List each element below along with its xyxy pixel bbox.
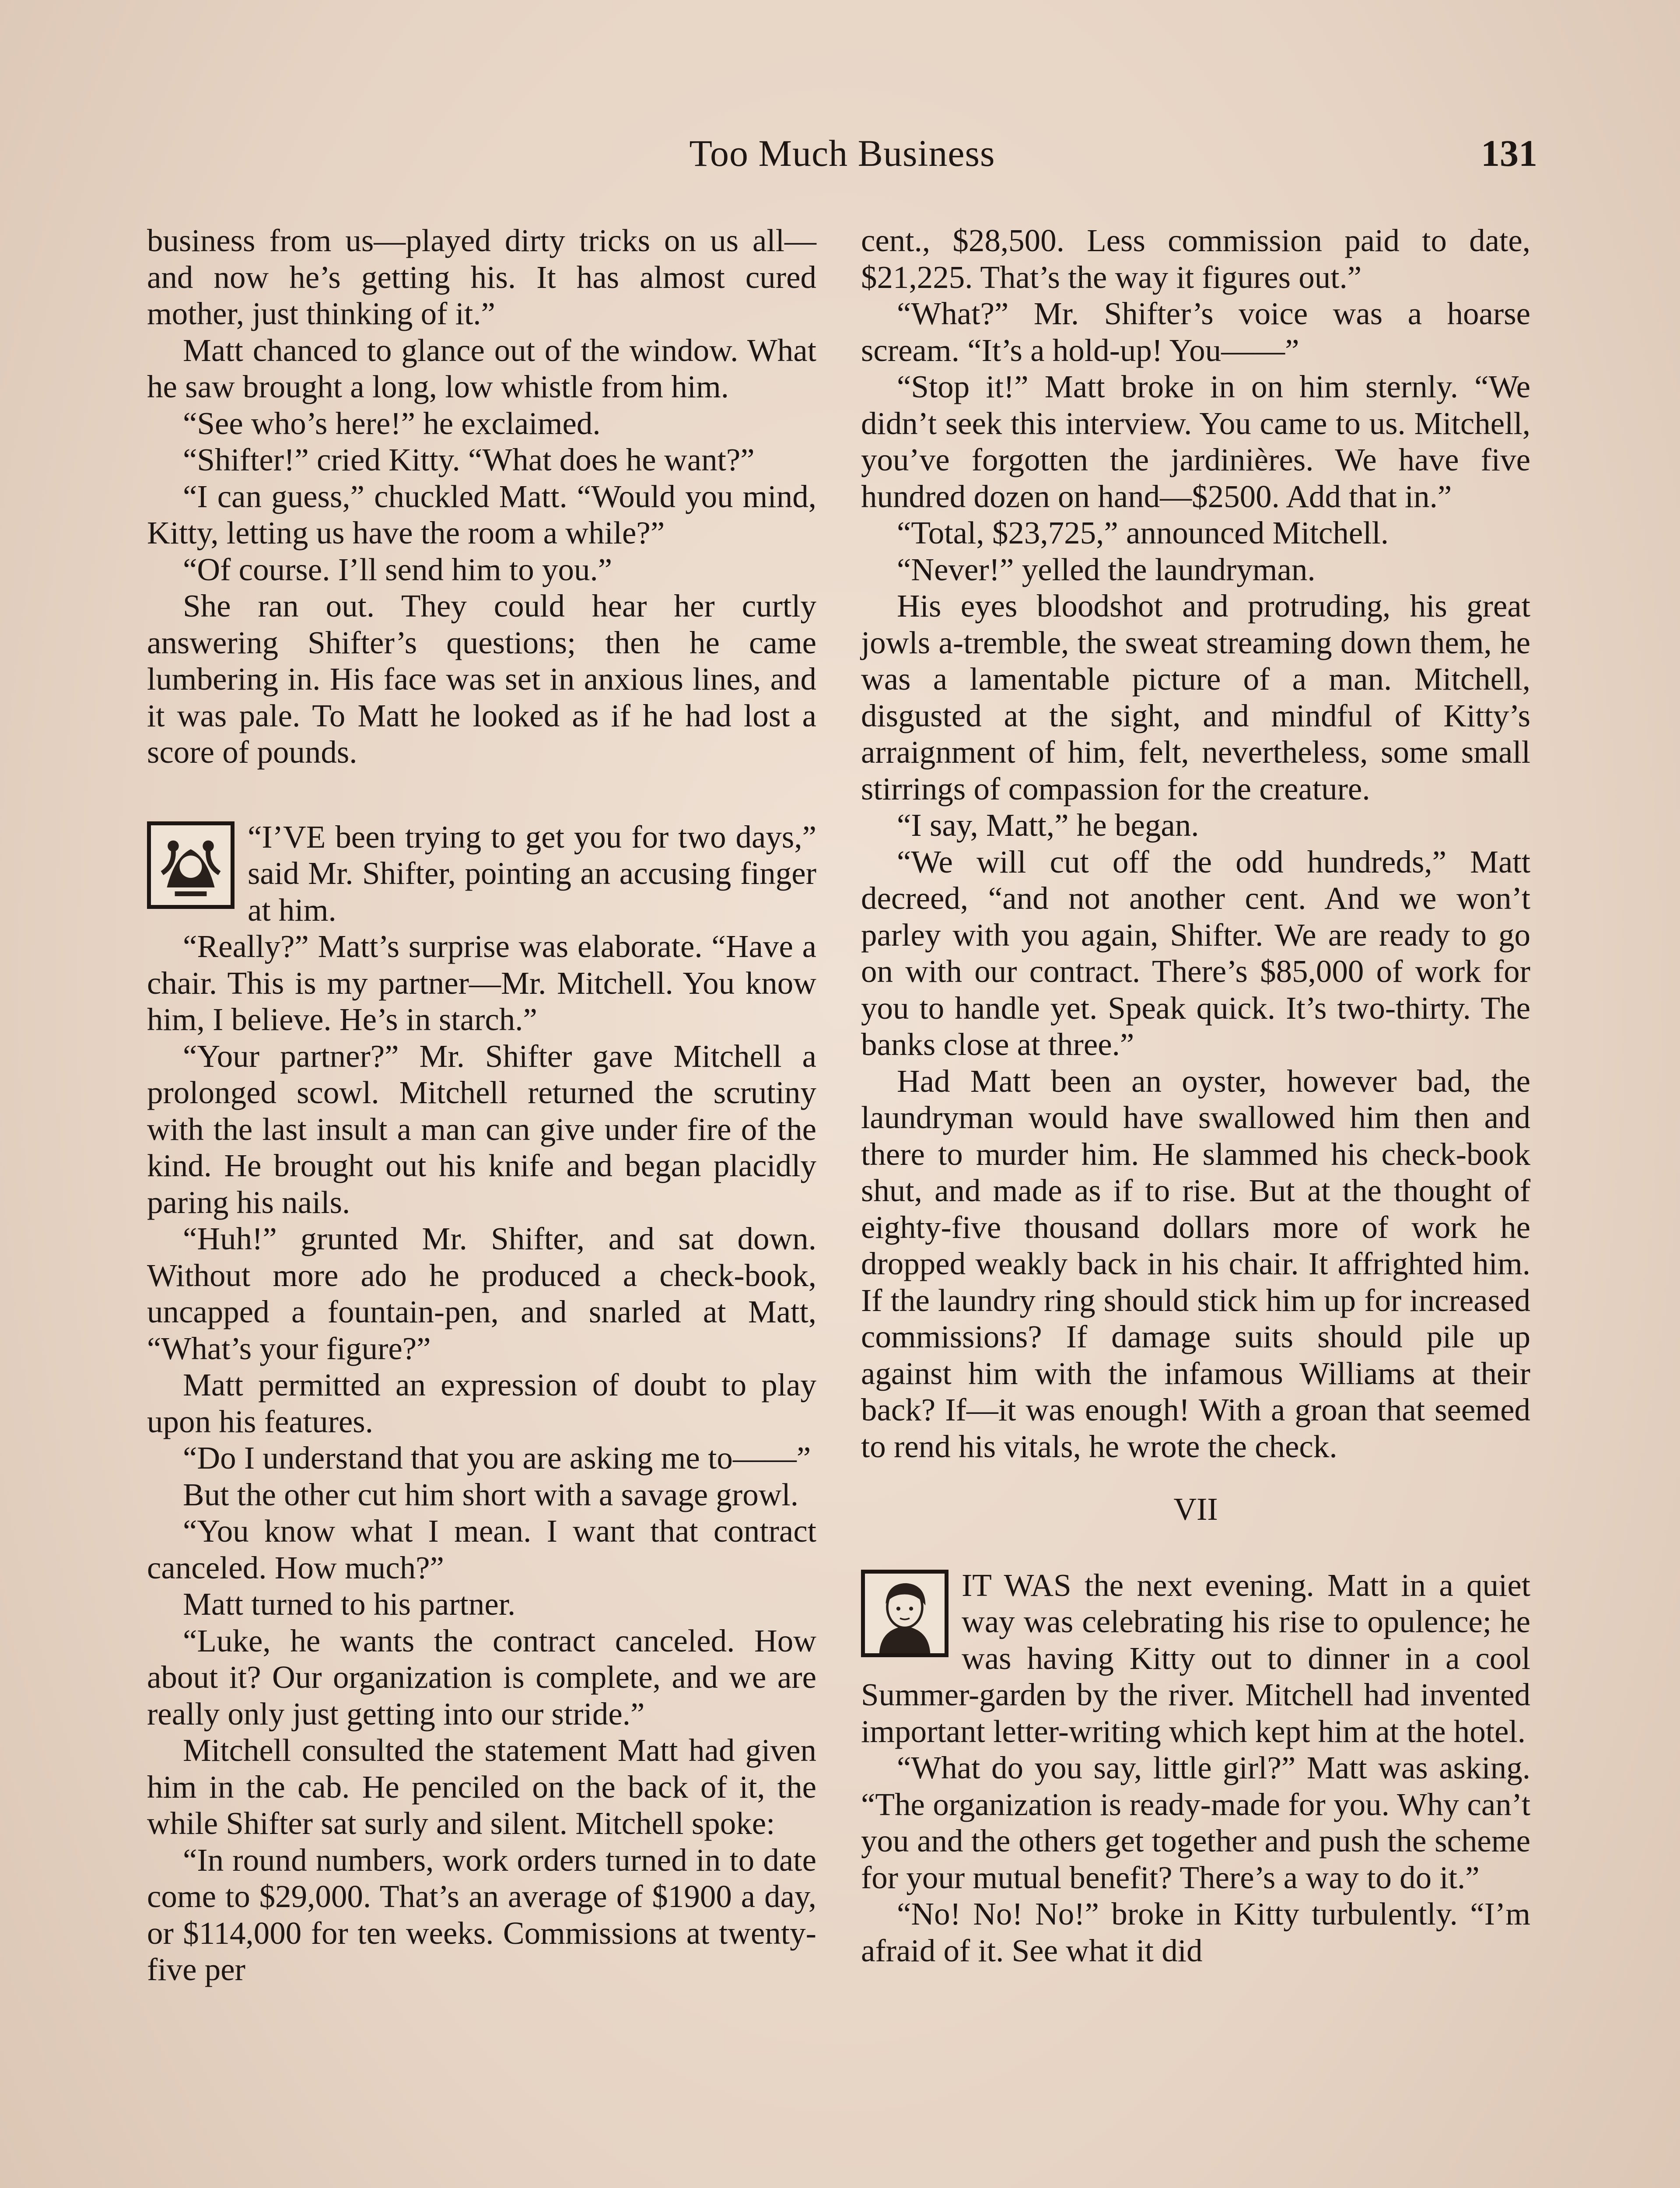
paragraph: “We will cut off the odd hundreds,” Matt decreed, “and not another cent. And we won’t parley with you again, Shifter. We are ready to go on with our contract. There’s $85,000 of work for you to handle yet. Speak quick. It’s two-thirty. The banks close at three.” <box>861 844 1530 1062</box>
drop-cap-paragraph: “I’VE been trying to get you for two days,” said Mr. Shifter, pointing an accusing finger at him. <box>248 819 816 928</box>
right-column <box>861 222 1530 1969</box>
drop-cap-portrait-icon <box>861 1570 948 1657</box>
paragraph: cent., $28,500. Less commission paid to date, $21,225. That’s the way it figures out.” <box>861 223 1530 295</box>
drop-cap-section <box>861 1567 1530 1750</box>
drop-cap-paragraph: IT WAS the next evening. Matt in a quiet way was celebrating his rise to opulence; he was having Kitty out to dinner in a cool Summer-garden by the river. Mitchell had invented important letter-writing which kept him at the hotel. <box>861 1567 1530 1749</box>
paragraph: Mitchell consulted the statement Matt had given him in the cab. He penciled on the back of it, the while Shifter sat surly and silent. Mitchell spoke: <box>147 1732 816 1841</box>
paragraph: “No! No! No!” broke in Kitty turbulently. “I’m afraid of it. See what it did <box>861 1896 1530 1968</box>
paragraph: “What do you say, little girl?” Matt was asking. “The organization is ready-made for you. Why can’t you and the others get together and push the scheme for your mutual benefit? There’s a way to do it.” <box>861 1750 1530 1895</box>
drop-cap-section <box>147 819 816 929</box>
section-break <box>147 771 816 819</box>
paragraph: business from us—played dirty tricks on us all—and now he’s getting his. It has almost cured mother, just thinking of it.” <box>147 223 816 331</box>
running-title: Too Much Business <box>689 132 995 174</box>
paragraph: His eyes bloodshot and protruding, his great jowls a-tremble, the sweat streaming down them, he was a lamentable picture of a man. Mitchell, disgusted at the sight, and mindful of Kitty’s arraignment of him, felt, nevertheless, some small stirrings of compassion for the creature. <box>861 588 1530 806</box>
paragraph: “Your partner?” Mr. Shifter gave Mitchell a prolonged scowl. Mitchell returned the scrutiny with the last insult a man can give under fire of the kind. He brought out his knife and began placidly paring his nails. <box>147 1038 816 1220</box>
paragraph: “Shifter!” cried Kitty. “What does he want?” <box>183 442 755 477</box>
paragraph: “Do I understand that you are asking me to——” <box>183 1440 811 1476</box>
paragraph: She ran out. They could hear her curtly answering Shifter’s questions; then he came lumbering in. His face was set in anxious lines, and it was pale. To Matt he looked as if he had lost a score of pounds. <box>147 588 816 770</box>
paragraph: Had Matt been an oyster, however bad, the laundryman would have swallowed him then and there to murder him. He slammed his check-book shut, and made as if to rise. But at the thought of eighty-five thousand dollars more of work he dropped weakly back in his chair. It affrighted him. If the laundry ring should stick him up for increased commissions? If damage suits should pile up against him with the infamous Williams at their back? If—it was enough! With a groan that seemed to rend his vitals, he wrote the check. <box>861 1063 1530 1464</box>
paragraph: “What?” Mr. Shifter’s voice was a hoarse scream. “It’s a hold-up! You——” <box>861 296 1530 368</box>
page-header <box>147 131 1537 179</box>
section-heading: VII <box>1173 1491 1218 1527</box>
paragraph: Matt turned to his partner. <box>183 1586 516 1622</box>
paragraph: “Never!” yelled the laundryman. <box>897 551 1316 587</box>
paragraph: “I can guess,” chuckled Matt. “Would you mind, Kitty, letting us have the room a while?” <box>147 478 816 551</box>
paragraph: “Of course. I’ll send him to you.” <box>183 551 612 587</box>
drop-cap-ornament-icon <box>147 821 234 909</box>
paragraph: “Really?” Matt’s surprise was elaborate. “Have a chair. This is my partner—Mr. Mitchell. You know him, I believe. He’s in starch.” <box>147 929 816 1037</box>
paragraph: “Total, $23,725,” announced Mitchell. <box>897 515 1389 551</box>
paragraph: “You know what I mean. I want that contract canceled. How much?” <box>147 1513 816 1585</box>
paragraph: “Luke, he wants the contract canceled. How about it? Our organization is complete, and we are really only just getting into our stride.” <box>147 1623 816 1732</box>
paragraph: “See who’s here!” he exclaimed. <box>183 405 601 441</box>
left-column <box>147 222 816 1988</box>
paragraph: But the other cut him short with a savage growl. <box>183 1476 798 1512</box>
paragraph: “In round numbers, work orders turned in to date come to $29,000. That’s an average of $1900 a day, or $114,000 for ten weeks. Commissions at twenty-five per <box>147 1842 816 1987</box>
paragraph: “Huh!” grunted Mr. Shifter, and sat down. Without more ado he produced a check-book, uncapped a fountain-pen, and snarled at Matt, “What’s your figure?” <box>147 1221 816 1366</box>
paragraph: Matt permitted an expression of doubt to play upon his features. <box>147 1367 816 1439</box>
paragraph: “I say, Matt,” he began. <box>897 807 1199 843</box>
paragraph: “Stop it!” Matt broke in on him sternly. “We didn’t seek this interview. You came to us. Mitchell, you’ve forgotten the jardinières. We have five hundred dozen on hand—$2500. Add that in.” <box>861 369 1530 514</box>
paragraph: Matt chanced to glance out of the window. What he saw brought a long, low whistle from him. <box>147 332 816 404</box>
page-number: 131 <box>1481 132 1537 174</box>
